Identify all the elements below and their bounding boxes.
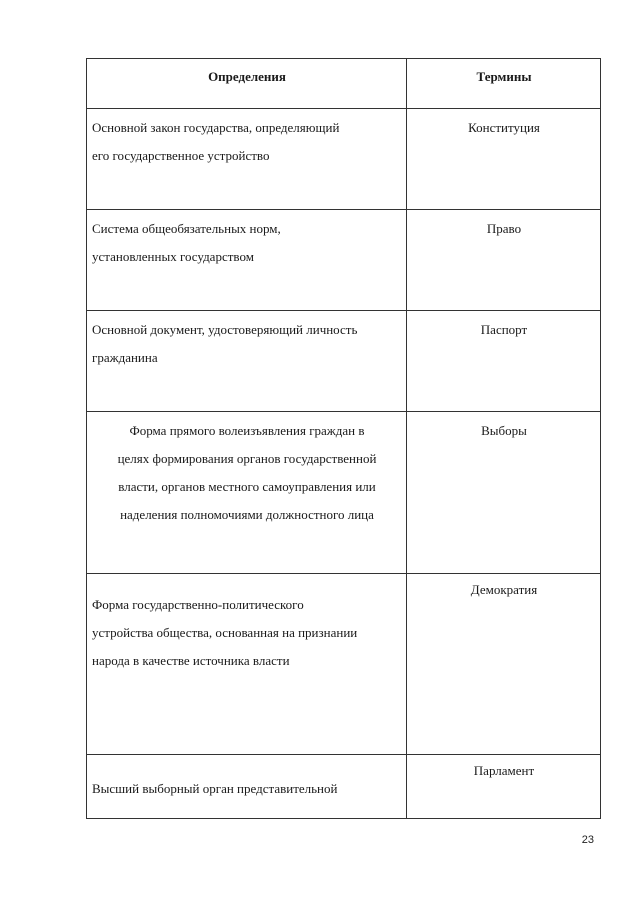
term-cell: Конституция [407, 109, 601, 210]
definition-line: наделения полномочиями должностного лица [120, 507, 374, 523]
term-cell: Право [407, 210, 601, 311]
header-definitions: Определения [87, 59, 407, 109]
table-header-row [87, 59, 601, 109]
definition-cell [87, 210, 407, 311]
table-row [87, 573, 601, 754]
definition-line: Основной документ, удостоверяющий личность [92, 322, 358, 338]
definition-line: Форма государственно-политического [92, 596, 304, 612]
page-number: 23 [581, 834, 594, 846]
definition-line: Основной закон государства, определяющий [92, 120, 340, 136]
table-row [87, 109, 601, 210]
definition-line: Форма прямого волеизъявления граждан в [129, 423, 365, 439]
table-row [87, 754, 601, 818]
table-row [87, 311, 601, 412]
definition-cell [87, 109, 407, 210]
definition-cell [87, 311, 407, 412]
definition-cell [87, 412, 407, 573]
definition-line: народа в качестве источника власти [92, 652, 290, 668]
definition-line: Система общеобязательных норм, [92, 221, 281, 237]
table-row [87, 412, 601, 573]
definition-line: Высший выборный орган представительной [92, 780, 338, 796]
definition-line: его государственное устройство [92, 148, 270, 164]
definition-cell [87, 573, 407, 754]
terms-table [86, 58, 601, 819]
definition-line: целях формирования органов государственной [117, 451, 377, 467]
definition-cell [87, 754, 407, 818]
definition-line: устройства общества, основанная на признании [92, 624, 358, 640]
definition-line: гражданина [92, 350, 158, 366]
table-row [87, 210, 601, 311]
definition-line: установленных государством [92, 249, 254, 265]
definition-line: власти, органов местного самоуправления или [118, 479, 376, 495]
header-terms: Термины [407, 59, 601, 109]
term-cell: Паспорт [407, 311, 601, 412]
term-cell: Демократия [407, 573, 601, 754]
term-cell: Парламент [407, 754, 601, 818]
term-cell: Выборы [407, 412, 601, 573]
